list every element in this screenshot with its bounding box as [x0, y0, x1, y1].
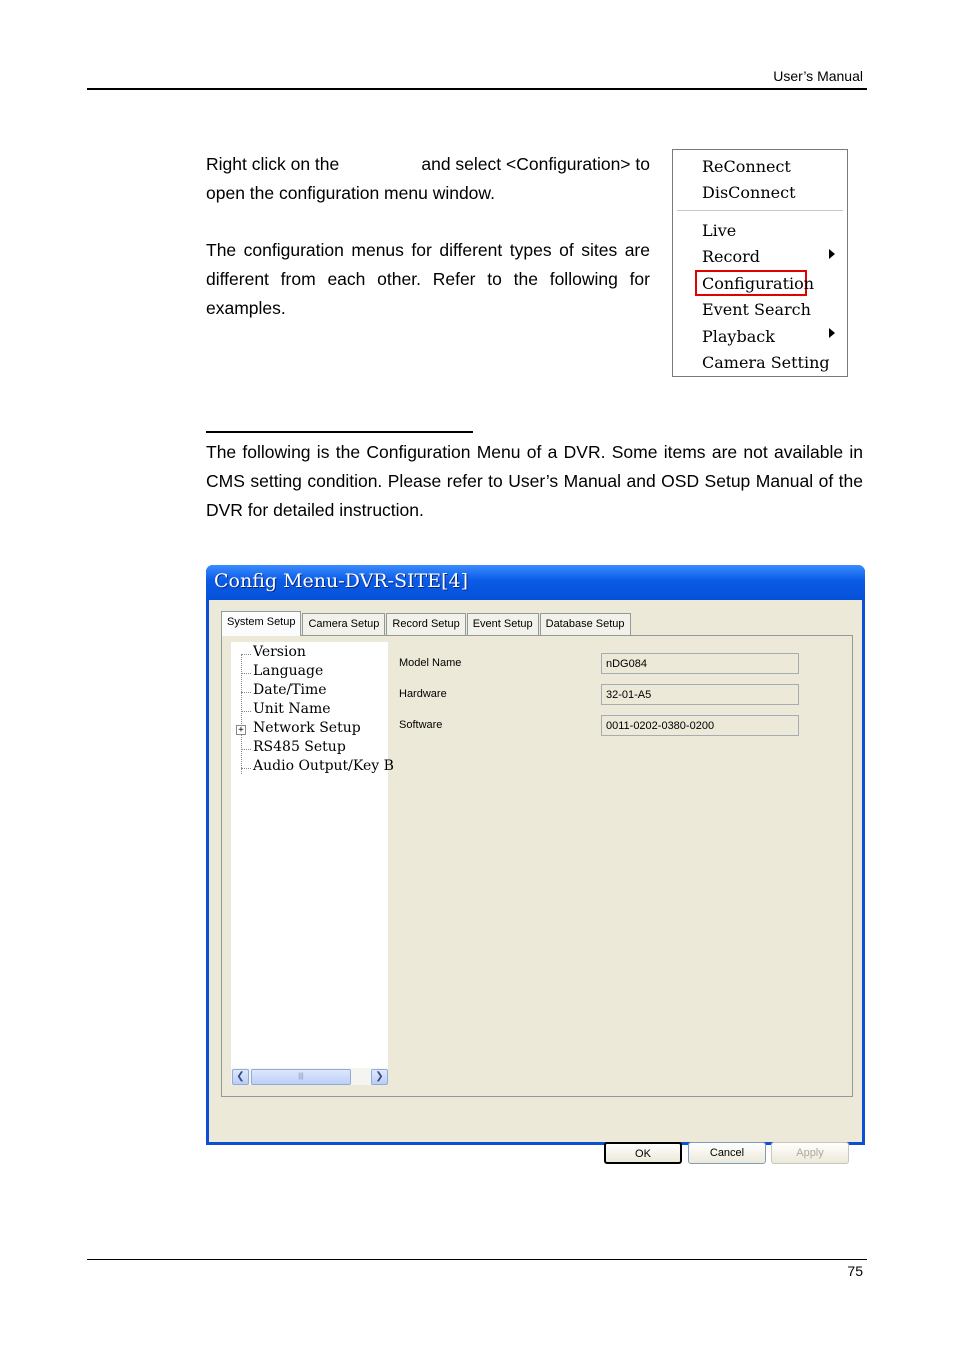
menu-item-reconnect[interactable]: ReConnect — [702, 157, 791, 176]
scroll-right-icon[interactable]: ❯ — [371, 1069, 388, 1085]
tree-branch — [241, 711, 251, 712]
scroll-left-icon[interactable]: ❮ — [232, 1069, 249, 1085]
intro-line2: open the configuration menu window. — [206, 183, 495, 203]
hardware-label: Hardware — [399, 688, 447, 700]
tree-item-network-setup[interactable]: Network Setup — [253, 720, 361, 736]
intro-paragraph-2: The configuration menus for different types of sites are different from each other. Refer to the following for examples. — [206, 240, 650, 318]
page-number: 75 — [847, 1263, 863, 1279]
model-name-field[interactable]: nDG084 — [601, 653, 799, 674]
tab-strip — [221, 613, 632, 635]
section-heading-rule — [206, 431, 473, 433]
section-paragraph: The following is the Configuration Menu of a DVR. Some items are not available in CMS setting condition. Please refer to User’s Manual and OSD Setup Manual of the DVR for detailed instruction. — [206, 442, 863, 520]
window-titlebar[interactable] — [206, 565, 865, 600]
scroll-thumb[interactable]: ||| — [251, 1069, 351, 1085]
tree-item-version[interactable]: Version — [253, 644, 306, 660]
settings-tree — [231, 642, 394, 1085]
cancel-button[interactable]: Cancel — [688, 1142, 766, 1164]
tree-branch — [241, 673, 251, 674]
tab-database-setup[interactable]: Database Setup — [540, 613, 631, 636]
tree-item-rs485-setup[interactable]: RS485 Setup — [253, 739, 346, 755]
menu-item-camera-setting[interactable]: Camera Setting — [702, 353, 830, 372]
menu-item-live[interactable]: Live — [702, 221, 737, 240]
menu-item-event-search[interactable]: Event Search — [702, 300, 811, 319]
window-title: Config Menu-DVR-SITE[4] — [214, 570, 469, 592]
menu-item-disconnect[interactable]: DisConnect — [702, 183, 796, 202]
tree-horizontal-scrollbar[interactable] — [231, 1068, 388, 1085]
expand-plus-icon[interactable]: + — [236, 725, 246, 735]
ok-button[interactable]: OK — [604, 1142, 682, 1164]
apply-button[interactable]: Apply — [771, 1142, 849, 1164]
config-menu-window — [206, 565, 865, 1160]
tree-guide-line — [241, 654, 242, 774]
header-rule — [87, 88, 867, 90]
system-setup-panel — [221, 635, 853, 1097]
intro-line1-start: Right click on the — [206, 154, 340, 174]
tree-branch — [241, 749, 251, 750]
menu-item-configuration[interactable]: Configuration — [702, 274, 815, 293]
context-menu — [672, 149, 848, 377]
menu-item-playback[interactable]: Playback — [702, 327, 775, 346]
tree-item-language[interactable]: Language — [253, 663, 324, 679]
intro-line1-end: and select <Configuration> to — [421, 154, 650, 174]
tab-record-setup[interactable]: Record Setup — [386, 613, 465, 636]
tab-camera-setup[interactable]: Camera Setup — [302, 613, 385, 636]
tree-item-date-time[interactable]: Date/Time — [253, 682, 327, 698]
software-field[interactable]: 0011-0202-0380-0200 — [601, 715, 799, 736]
running-header: User’s Manual — [773, 68, 863, 84]
menu-item-record[interactable]: Record — [702, 247, 760, 266]
window-client-area — [209, 600, 862, 1160]
tree-branch — [241, 768, 251, 769]
software-label: Software — [399, 719, 443, 731]
submenu-arrow-icon — [829, 328, 835, 338]
tree-item-unit-name[interactable]: Unit Name — [253, 701, 331, 717]
tree-branch — [241, 692, 251, 693]
tab-event-setup[interactable]: Event Setup — [467, 613, 539, 636]
tab-system-setup[interactable]: System Setup — [221, 611, 301, 636]
tree-branch — [241, 654, 251, 655]
menu-separator — [677, 210, 843, 211]
footer-rule — [87, 1259, 867, 1260]
intro-paragraph — [206, 150, 650, 208]
hardware-field[interactable]: 32-01-A5 — [601, 684, 799, 705]
submenu-arrow-icon — [829, 249, 835, 259]
tree-item-audio-output[interactable]: Audio Output/Key B — [253, 758, 394, 774]
model-name-label: Model Name — [399, 657, 462, 669]
